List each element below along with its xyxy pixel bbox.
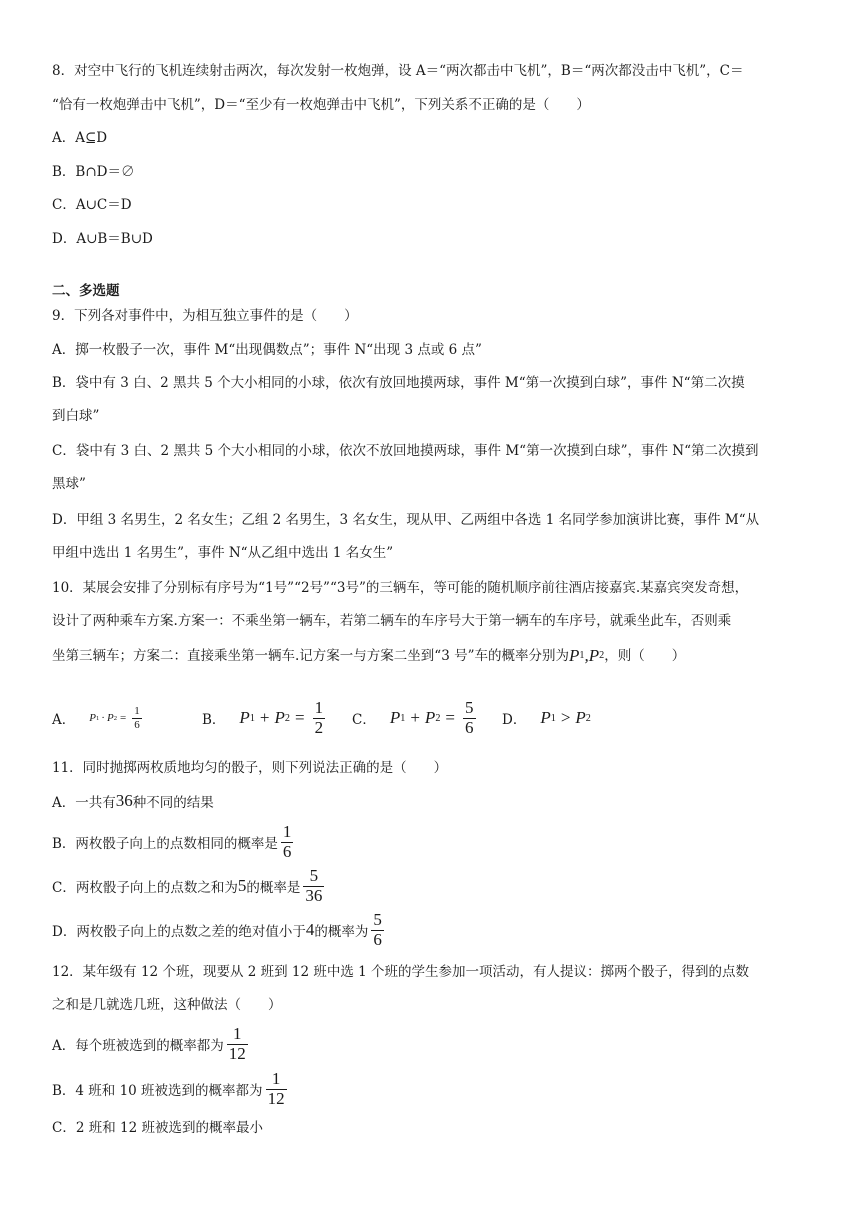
q10-option-c-label: C． bbox=[352, 712, 376, 728]
q10-option-a bbox=[52, 700, 145, 736]
q10-option-b bbox=[202, 697, 328, 737]
q11-option-d bbox=[52, 908, 387, 952]
q11-option-c-mid: 的概率是 bbox=[246, 880, 301, 896]
q10-stem-line2: 设计了两种乘车方案.方案一：不乘坐第一辆车，若第二辆车的车序号大于第一辆车的车序号，就乘坐此车，否则乘 bbox=[52, 613, 732, 629]
q8-stem-line1: 8．对空中飞行的飞机连续射击两次，每次发射一枚炮弹，设 A＝“两次都击中飞机”，B＝“两次都没击中飞机”，C＝ bbox=[52, 63, 744, 79]
q11-option-a-number: 36 bbox=[115, 791, 133, 810]
q8-option-c: C．A∪C＝D bbox=[52, 197, 132, 213]
q10-option-b-label: B． bbox=[202, 712, 226, 728]
q11-option-c-value: 5 bbox=[237, 876, 247, 895]
q12-option-a-numerator: 1 bbox=[233, 1023, 242, 1043]
q10-stem-line3-end: ，则（ ） bbox=[604, 648, 686, 664]
q10-options-row bbox=[52, 697, 812, 740]
q9-option-d-line1: D．甲组 3 名男生，2 名女生；乙组 2 名男生，3 名女生，现从甲、乙两组中各选 1 名同学参加演讲比赛，事件 M“从 bbox=[52, 512, 760, 528]
q11-option-b-numerator: 1 bbox=[282, 821, 292, 841]
q11-option-c-denominator: 36 bbox=[305, 885, 323, 905]
q10-option-d-math: P 1 > P 2 bbox=[540, 708, 591, 727]
q10-option-a-label: A． bbox=[52, 712, 76, 728]
q9-option-a: A．掷一枚骰子一次，事件 M“出现偶数点”；事件 N“出现 3 点或 6 点” bbox=[52, 342, 482, 358]
q8-option-d: D．A∪B＝B∪D bbox=[52, 231, 153, 247]
q10-option-b-numerator: 1 bbox=[314, 697, 324, 717]
section-title-multiple-choice: 二、多选题 bbox=[52, 283, 120, 299]
q11-option-a-post: 种不同的结果 bbox=[132, 795, 214, 811]
q12-stem-line1: 12．某年级有 12 个班，现要从 2 班到 12 班中选 1 个班的学生参加一项活动，有人提议：掷两个骰子，得到的点数 bbox=[52, 964, 750, 980]
q11-stem: 11．同时抛掷两枚质地均匀的骰子，则下列说法正确的是（ ） bbox=[52, 760, 448, 776]
q12-stem-line2: 之和是几就选几班，这种做法（ ） bbox=[52, 997, 282, 1013]
q10-option-c bbox=[352, 697, 479, 737]
q10-stem-line3 bbox=[52, 646, 685, 666]
q10-option-a-numerator: 1 bbox=[134, 705, 140, 718]
q9-option-d-line2: 甲组中选出 1 名男生”，事件 N“从乙组中选出 1 名女生” bbox=[52, 545, 394, 561]
q11-option-d-numerator: 5 bbox=[373, 909, 382, 929]
q8-option-a: A．A⊆D bbox=[52, 130, 108, 146]
q11-option-a bbox=[52, 789, 214, 813]
q12-option-a-text: A．每个班被选到的概率都为 bbox=[52, 1038, 224, 1054]
q11-option-d-denominator: 6 bbox=[373, 929, 382, 949]
q10-option-c-denominator: 6 bbox=[465, 717, 474, 737]
q8-option-b: B．B∩D＝∅ bbox=[52, 164, 135, 180]
q10-option-a-denominator: 6 bbox=[134, 718, 140, 731]
q12-option-b-numerator: 1 bbox=[271, 1068, 281, 1088]
q12-option-c: C．2 班和 12 班被选到的概率最小 bbox=[52, 1120, 263, 1136]
q11-option-c-pre: C．两枚骰子向上的点数之和为 bbox=[52, 880, 238, 896]
q12-option-b bbox=[52, 1067, 290, 1111]
q10-option-d-label: D． bbox=[502, 712, 527, 728]
q9-option-b-line2: 到白球” bbox=[52, 408, 100, 424]
q11-option-b bbox=[52, 820, 296, 864]
q9-stem: 9．下列各对事件中，为相互独立事件的是（ ） bbox=[52, 308, 358, 324]
q11-option-d-value: 4 bbox=[305, 920, 315, 939]
q10-option-b-denominator: 2 bbox=[314, 717, 324, 737]
q11-option-a-pre: A．一共有 bbox=[52, 795, 116, 811]
q11-option-c-numerator: 5 bbox=[309, 865, 319, 885]
q11-option-d-pre: D．两枚骰子向上的点数之差的绝对值小于 bbox=[52, 924, 306, 940]
q8-stem-line2: “恰有一枚炮弹击中飞机”，D＝“至少有一枚炮弹击中飞机”，下列关系不正确的是（ ） bbox=[52, 97, 590, 113]
q9-option-c-line2: 黑球” bbox=[52, 476, 86, 492]
q12-option-a-denominator: 12 bbox=[228, 1043, 246, 1063]
q10-option-c-math: P 1 + P 2 = $\frac{5}{6}$ bbox=[389, 697, 474, 737]
q11-option-b-text: B．两枚骰子向上的点数相同的概率是 bbox=[52, 836, 278, 852]
q12-option-a bbox=[52, 1022, 251, 1066]
q10-option-c-numerator: 5 bbox=[465, 697, 474, 717]
q10-stem-line3-text: 坐第三辆车；方案二：直接乘坐第一辆车.记方案一与方案二坐到“3 号”车的概率分别为 bbox=[52, 648, 569, 664]
q9-option-c-line1: C．袋中有 3 白、2 黑共 5 个大小相同的小球，依次不放回地摸两球，事件 M“第一次摸到白球”，事件 N“第二次摸到 bbox=[52, 443, 759, 459]
q9-option-b-line1: B．袋中有 3 白、2 黑共 5 个大小相同的小球，依次有放回地摸两球，事件 M“第一次摸到白球”，事件 N“第二次摸 bbox=[52, 375, 745, 391]
q10-option-a-math: P 1 · P 2 = $\frac{1}{6}$ bbox=[89, 705, 140, 731]
q12-option-b-text: B．4 班和 10 班被选到的概率都为 bbox=[52, 1083, 263, 1099]
q10-option-d bbox=[502, 700, 591, 736]
q12-option-b-denominator: 12 bbox=[267, 1088, 285, 1108]
q10-stem-line1: 10．某展会安排了分别标有序号为“1号”“2号”“3号”的三辆车，等可能的随机顺序前往酒店接嘉宾.某嘉宾突发奇想， bbox=[52, 580, 749, 596]
q10-option-b-math: P 1 + P 2 = $\frac{1}{2}$ bbox=[239, 697, 324, 737]
q10-p1-p2: P 1 ,P 2 bbox=[568, 646, 605, 665]
q11-option-d-mid: 的概率为 bbox=[314, 924, 369, 940]
q11-option-c bbox=[52, 864, 327, 908]
q11-option-b-denominator: 6 bbox=[282, 841, 292, 861]
